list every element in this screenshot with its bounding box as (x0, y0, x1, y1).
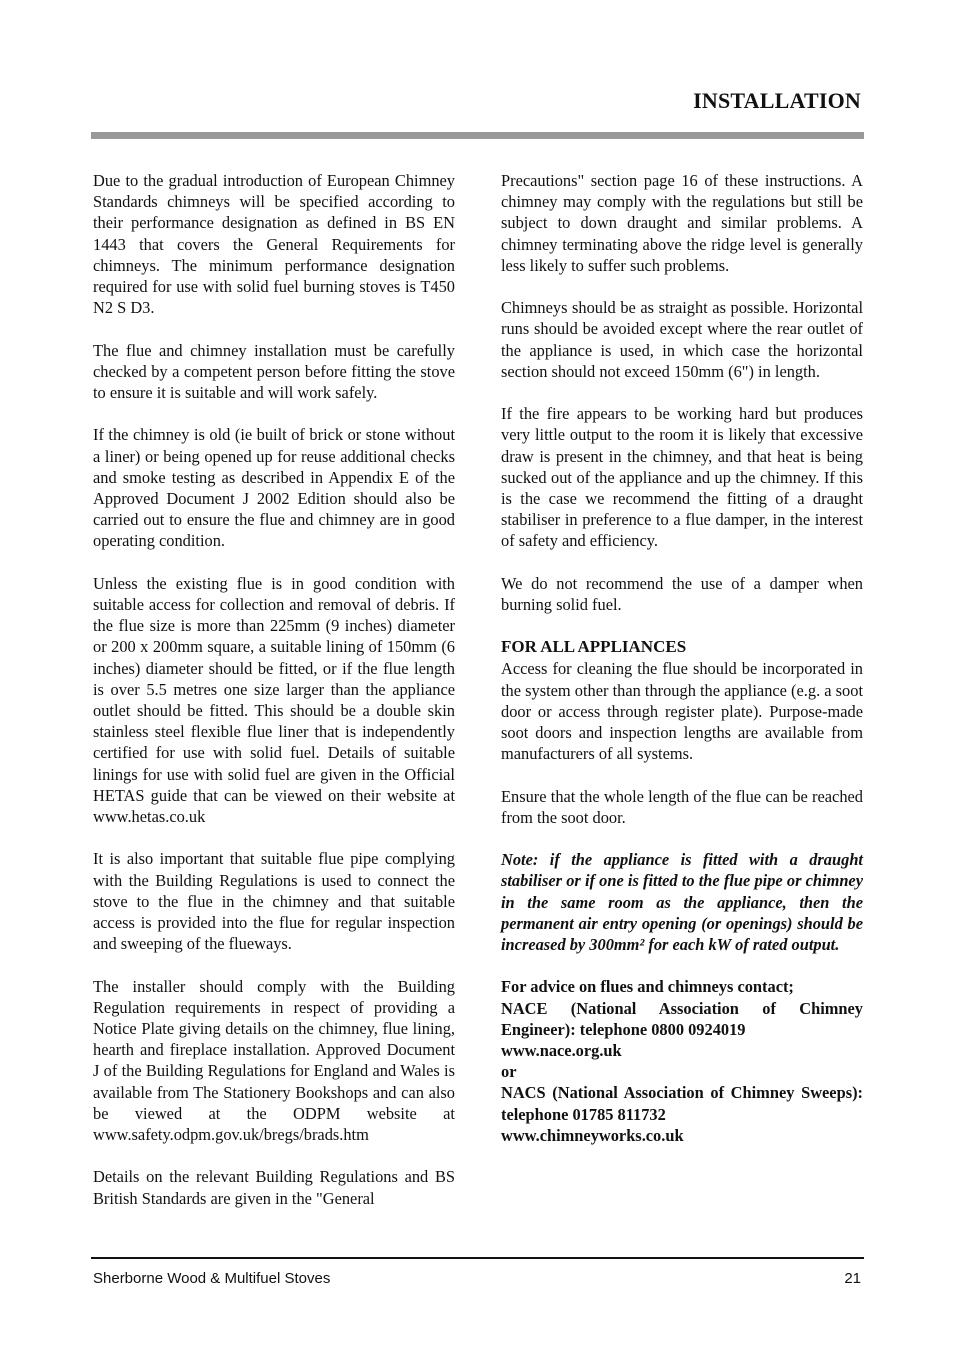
paragraph: Due to the gradual introduction of European Chimney Standards chimneys will be specified according to their performance designation as defined in BS EN 1443 that covers the General Requirements for chimneys. The minimum performance designation required for use with solid fuel burning stoves is T450 N2 S D3. (93, 171, 455, 318)
nace-website: www.nace.org.uk (501, 1041, 622, 1061)
contacts-intro: For advice on flues and chimneys contact; (501, 977, 794, 997)
contacts-block (501, 976, 863, 1146)
header-rule (91, 132, 864, 139)
subheading-all-appliances: FOR ALL APPLIANCES (501, 637, 687, 657)
paragraph: The installer should comply with the Building Regulation requirements in respect of providing a Notice Plate giving details on the chimney, flue lining, hearth and fireplace installation. Approved Document J of the Building Regulations for England and Wales is available from The Stationery Bookshops and can also be viewed at the ODPM website at www.safety.odpm.gov.uk/bregs/brads.htm (93, 976, 455, 1145)
paragraph: If the chimney is old (ie built of brick or stone without a liner) or being opened up for reuse additional checks and smoke testing as described in Appendix E of the Approved Document J 2002 Edition should also be carried out to ensure the flue and chimney are in good operating condition. (93, 425, 455, 551)
nacs-website: www.chimneyworks.co.uk (501, 1125, 684, 1145)
right-column (501, 170, 863, 1146)
paragraph: If the fire appears to be working hard but produces very little output to the room it is likely that excessive draw is present in the chimney, and that heat is being sucked out of the appliance and up the chimney. If this is the case we recommend the fitting of a draught stabiliser in preference to a flue damper, in the interest of safety and efficiency. (501, 404, 863, 551)
footer-rule (91, 1257, 864, 1259)
paragraph: The flue and chimney installation must be carefully checked by a competent person before fitting the stove to ensure it is suitable and will work safely. (93, 340, 455, 403)
paragraph: Precautions" section page 16 of these instructions. A chimney may comply with the regulations but still be subject to down draught and similar problems. A chimney terminating above the ridge level is generally less likely to suffer such problems. (501, 171, 863, 275)
paragraph: We do not recommend the use of a damper when burning solid fuel. (501, 573, 863, 615)
section-title: INSTALLATION (693, 88, 861, 113)
or-separator: or (501, 1062, 517, 1082)
nace-contact: NACE (National Association of Chimney Engineer): telephone 0800 0924019 (501, 998, 863, 1039)
left-column (93, 170, 455, 1209)
nacs-contact: NACS (National Association of Chimney Sweeps): telephone 01785 811732 (501, 1083, 863, 1124)
paragraph: Access for cleaning the flue should be incorporated in the system other than through the appliance (e.g. a soot door or access through register plate). Purpose-made soot doors and inspection lengths are available from manufacturers of all systems. (501, 659, 863, 764)
paragraph: Chimneys should be as straight as possible. Horizontal runs should be avoided except where the rear outlet of the appliance is used, in which case the horizontal section should not exceed 150mm (6") in length. (501, 298, 863, 381)
paragraph: Unless the existing flue is in good condition with suitable access for collection and removal of debris. If the flue size is more than 225mm (9 inches) diameter or 200 x 200mm square, a suitable lining of 150mm (6 inches) diameter should be fitted, or if the flue length is over 5.5 metres one size larger than the appliance outlet should be fitted. This should be a double skin stainless steel flexible flue liner that is independently certified for use with solid fuel. Details of suitable linings for use with solid fuel are given in the Official HETAS guide that can be viewed on their website at www.hetas.co.uk (93, 573, 455, 827)
page-number: 21 (844, 1270, 861, 1287)
paragraph: Details on the relevant Building Regulations and BS British Standards are given in the "General (93, 1167, 455, 1208)
footer-title: Sherborne Wood & Multifuel Stoves (93, 1270, 331, 1287)
note-paragraph: Note: if the appliance is fitted with a draught stabiliser or if one is fitted to the flue pipe or chimney in the same room as the appliance, then the permanent air entry opening (or openings) should be increased by 300mm² for each kW of rated output. (501, 850, 863, 955)
paragraph: It is also important that suitable flue pipe complying with the Building Regulations is used to connect the stove to the flue in the chimney and that suitable access is provided into the flue for regular inspection and sweeping of the flueways. (93, 849, 455, 954)
paragraph: Ensure that the whole length of the flue can be reached from the soot door. (501, 786, 863, 827)
